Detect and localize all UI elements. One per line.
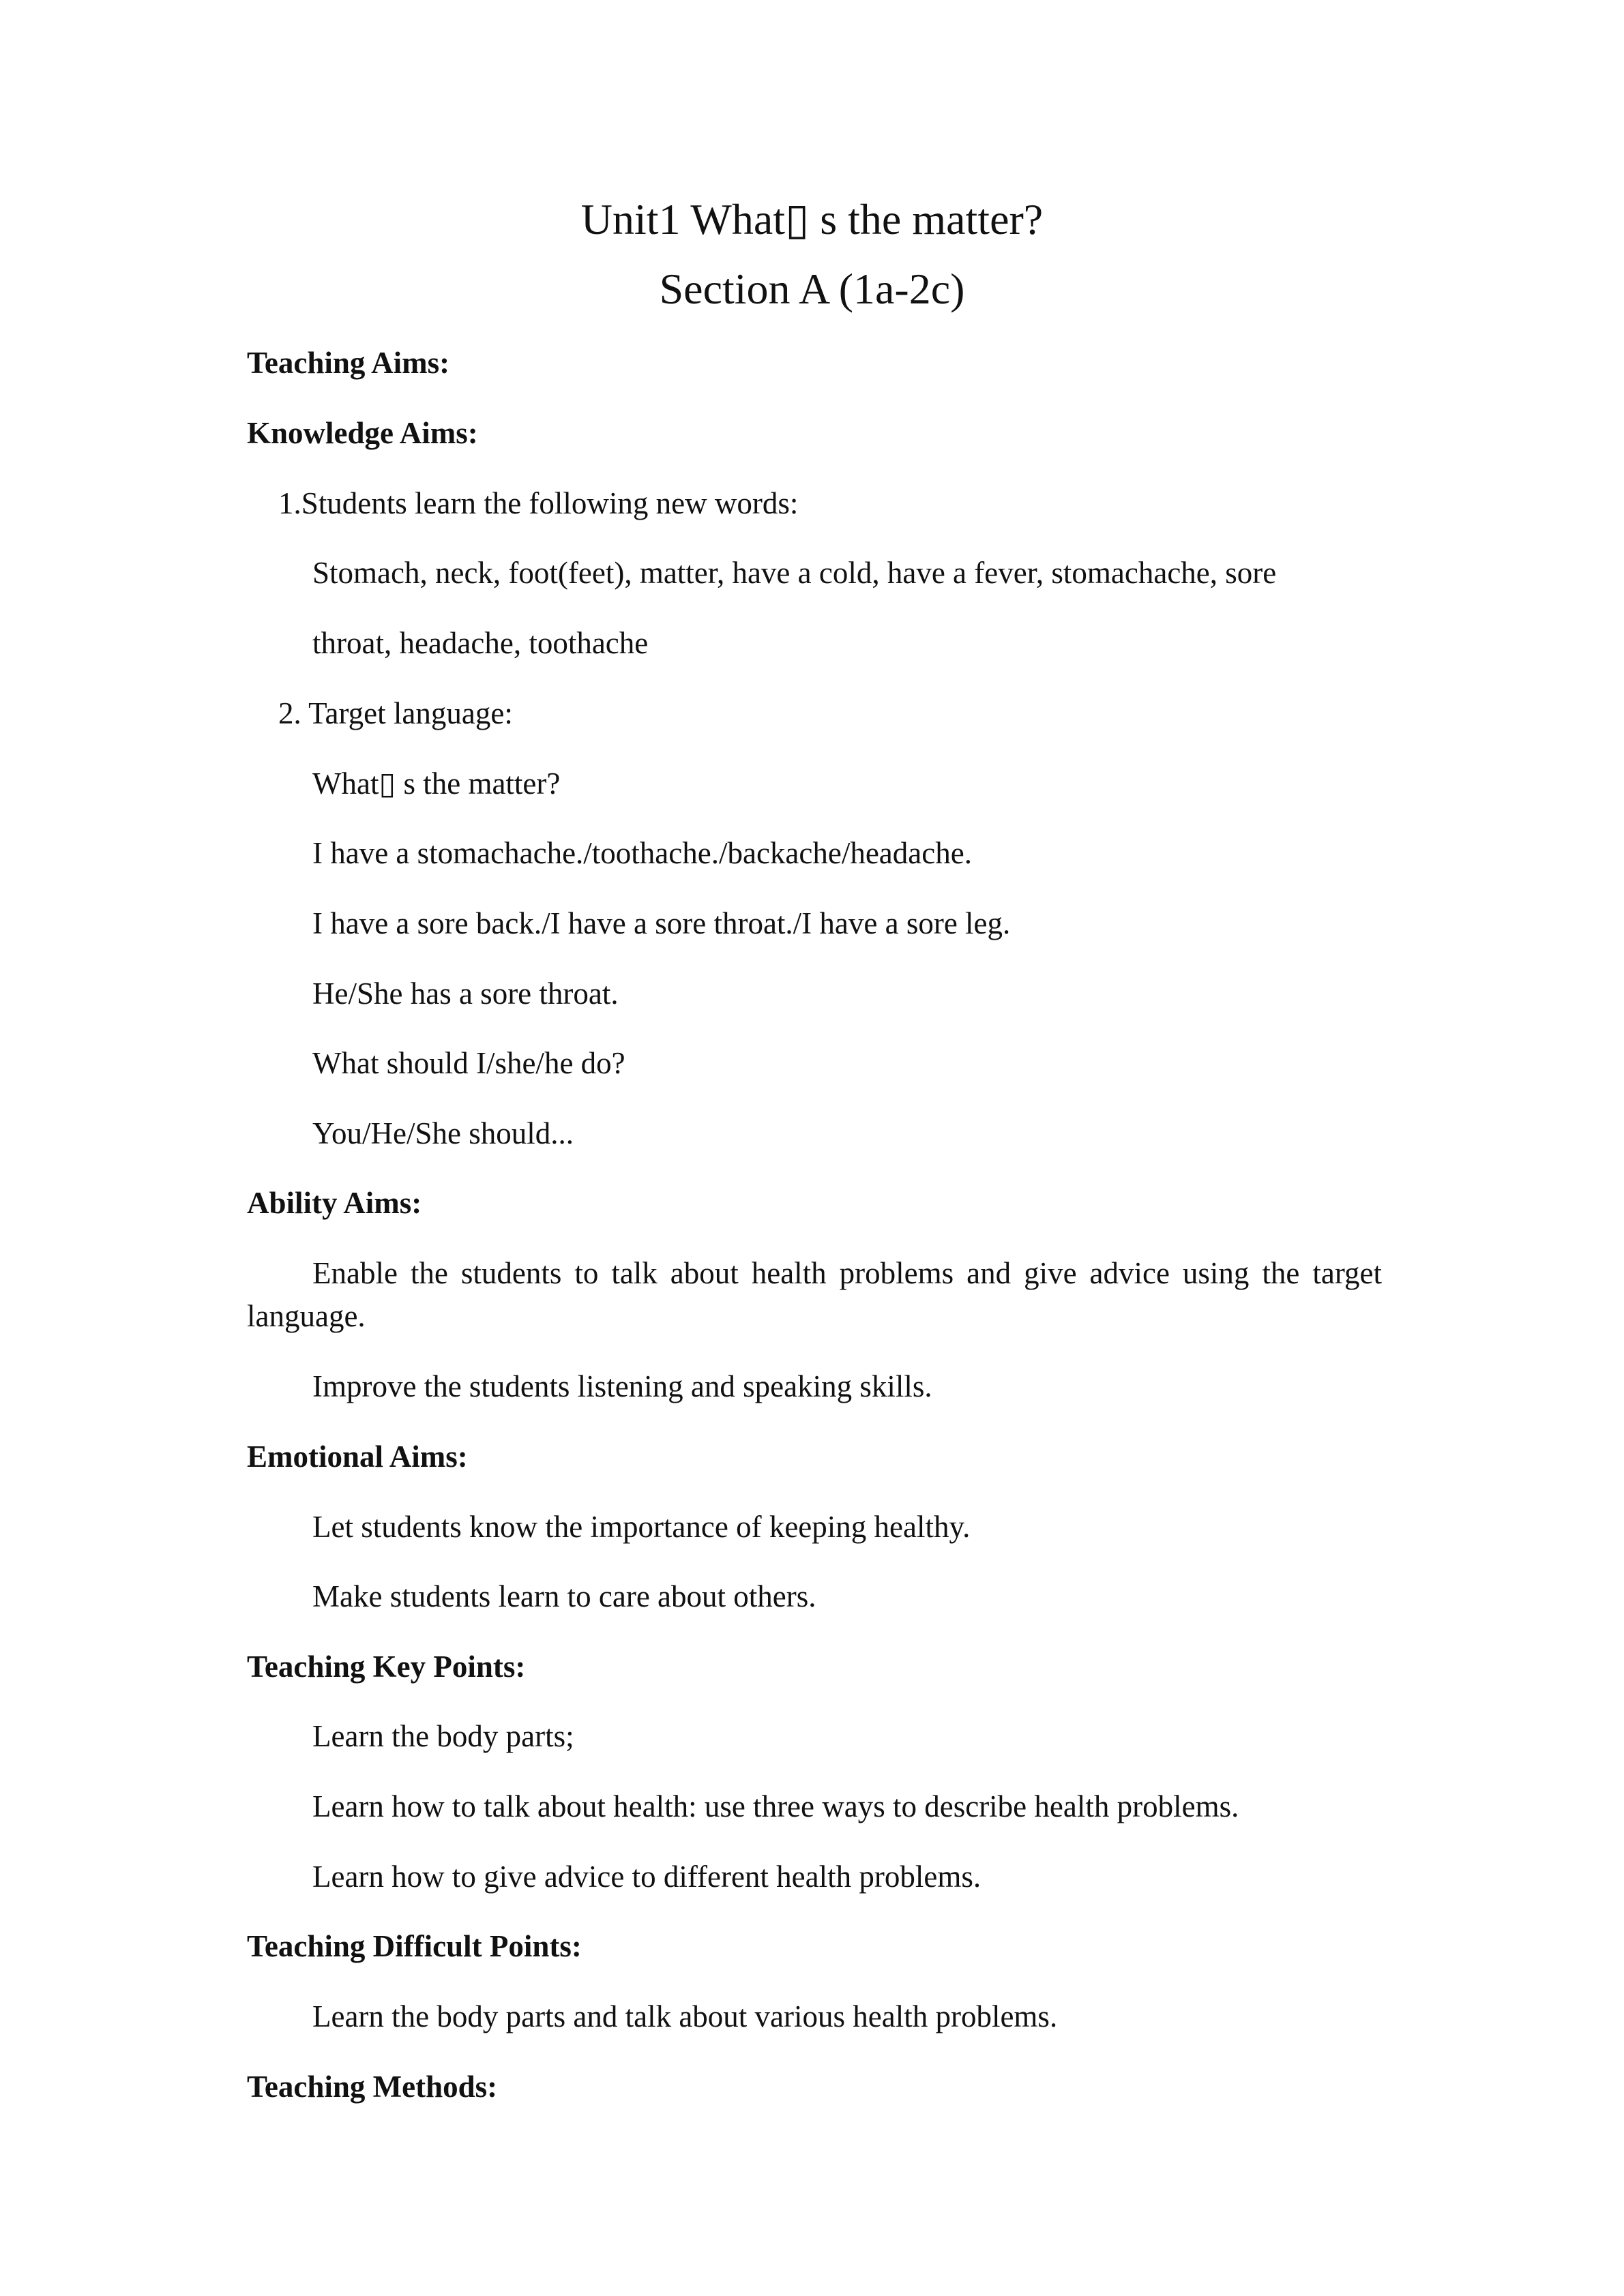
knowledge-item-1-label: 1.Students learn the following new words: bbox=[278, 486, 799, 520]
new-words-line-1: Stomach, neck, foot(feet), matter, have a cold, have a fever, stomachache, sore bbox=[312, 556, 1277, 590]
target-language-line: I have a stomachache./toothache./backache/headache. bbox=[312, 836, 972, 870]
target-language-line: What▯ s the matter? bbox=[312, 766, 561, 801]
target-language-line: I have a sore back./I have a sore throat./I have a sore leg. bbox=[312, 906, 1011, 940]
document-title: Unit1 What▯ s the matter? bbox=[580, 195, 1044, 243]
document-subtitle: Section A (1a-2c) bbox=[659, 265, 965, 313]
emotional-aims-item: Make students learn to care about others. bbox=[312, 1579, 816, 1613]
heading-teaching-methods: Teaching Methods: bbox=[247, 2070, 498, 2104]
heading-key-points: Teaching Key Points: bbox=[247, 1650, 526, 1684]
target-language-line: You/He/She should... bbox=[312, 1116, 574, 1150]
heading-emotional-aims: Emotional Aims: bbox=[247, 1440, 468, 1474]
heading-difficult-points: Teaching Difficult Points: bbox=[247, 1929, 582, 1963]
target-language-line: He/She has a sore throat. bbox=[312, 976, 619, 1011]
heading-ability-aims: Ability Aims: bbox=[247, 1186, 422, 1220]
heading-knowledge-aims: Knowledge Aims: bbox=[247, 416, 478, 450]
emotional-aims-item: Let students know the importance of keeping healthy. bbox=[312, 1510, 971, 1544]
target-language-line: What should I/she/he do? bbox=[312, 1046, 625, 1080]
knowledge-item-2-label: 2. Target language: bbox=[278, 696, 513, 730]
key-points-item: Learn how to talk about health: use three ways to describe health problems. bbox=[312, 1789, 1239, 1823]
heading-teaching-aims: Teaching Aims: bbox=[247, 346, 450, 380]
new-words-line-2: throat, headache, toothache bbox=[312, 626, 649, 660]
key-points-item: Learn the body parts; bbox=[312, 1719, 574, 1753]
ability-aims-paragraph-1: Enable the students to talk about health problems and give advice using the target language. bbox=[247, 1256, 1382, 1333]
ability-aims-paragraph-2: Improve the students listening and speaking skills. bbox=[312, 1369, 932, 1403]
difficult-points-item: Learn the body parts and talk about various health problems. bbox=[312, 1999, 1058, 2033]
key-points-item: Learn how to give advice to different health problems. bbox=[312, 1860, 981, 1894]
